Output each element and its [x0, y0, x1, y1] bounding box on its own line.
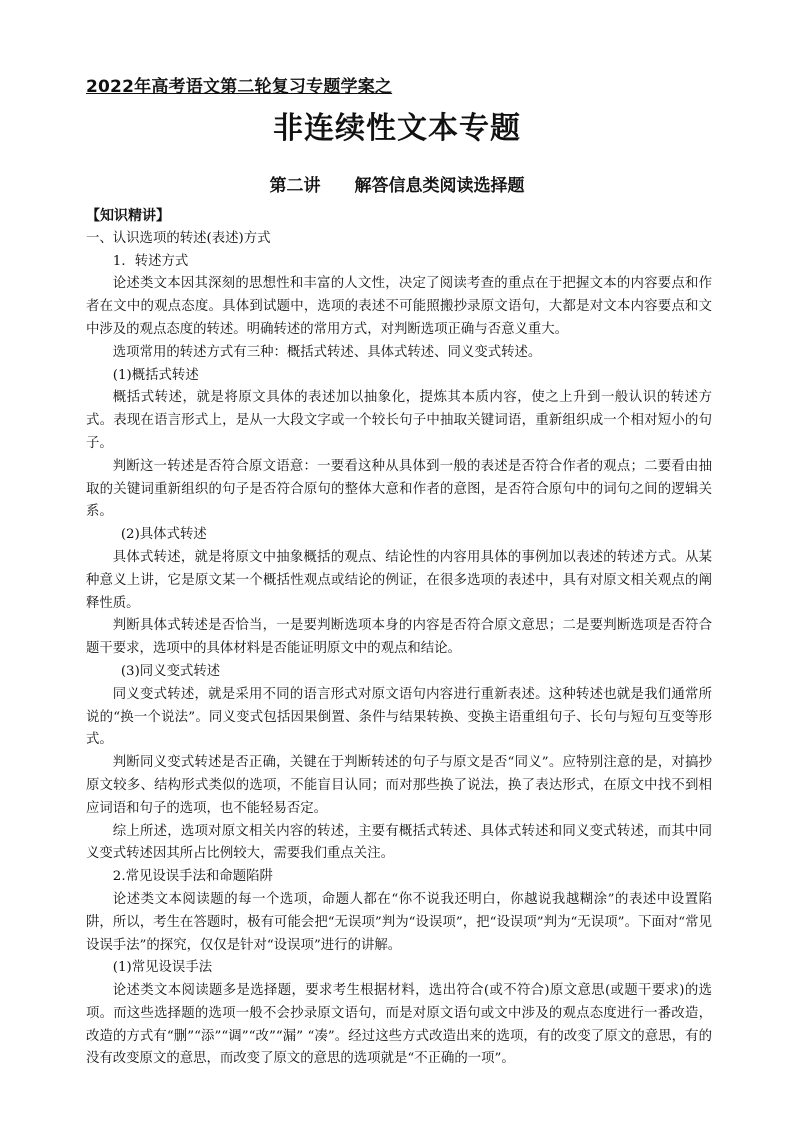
document-header: 2022年高考语文第二轮复习专题学案之: [86, 77, 393, 97]
paragraph: 同义变式转述，就是采用不同的语言形式对原文语句内容进行重新表述。这种转述也就是我们通常所说的“换一个说法”。同义变式包括因果倒置、条件与结果转换、变换主语重组句子、长句与短句互变等形式。: [86, 686, 712, 748]
paragraph: 综上所述，选项对原文相关内容的转述，主要有概括式转述、具体式转述和同义变式转述，而其中同义变式转述因其所占比例较大，需要我们重点关注。: [86, 823, 712, 862]
subsection-heading: 2.常见设误手法和命题陷阱: [112, 869, 273, 885]
subsection-heading: (3)同义变式转述: [120, 663, 221, 679]
paragraph: 选项常用的转述方式有三种：概括式转述、具体式转述、同义变式转述。: [112, 344, 542, 360]
page-title: 非连续性文本专题: [273, 111, 521, 146]
paragraph: 论述类文本因其深刻的思想性和丰富的人文性，决定了阅读考查的重点在于把握文本的内容要点和作者在文中的观点态度。具体到试题中，选项的表述不可能照搬抄录原文语句，大都是对文本内容要点和文中涉及的观点态度的转述。明确转述的常用方式，对判断选项正确与否意义重大。: [86, 276, 712, 337]
section-heading: 一、认识选项的转述(表述)方式: [86, 230, 271, 246]
subsection-heading: (1)常见设误手法: [112, 960, 213, 976]
subsection-heading: (2)具体式转述: [120, 527, 207, 543]
paragraph: 概括式转述，就是将原文具体的表述加以抽象化，提炼其本质内容，使之上升到一般认识的转述方式。表现在语言形式上，是从一大段文字或一个较长句子中抽取关键词语，重新组织成一个相对短小的句子。: [86, 390, 712, 451]
paragraph: 判断这一转述是否符合原文语意：一要看这种从具体到一般的表述是否符合作者的观点；二要看由抽取的关键词重新组织的句子是否符合原句的整体大意和作者的意图，是否符合原句中的词句之间的逻辑关系。: [86, 458, 712, 520]
lecture-subtitle: [0, 171, 794, 196]
paragraph: 论述类文本阅读题的每一个选项，命题人都在“你不说我还明白，你越说我越糊涂”的表述中设置陷阱，所以，考生在答题时，极有可能会把“无误项”判为“设误项”，把“设误项”判为“无误项”。下面对“常见设误手法”的探究，仅仅是针对“设误项”进行的讲解。: [86, 891, 712, 953]
subsection-heading: 1．转述方式: [112, 253, 189, 269]
section-label: 【知识精讲】: [86, 208, 170, 224]
paragraph: 判断同义变式转述是否正确，关键在于判断转述的句子与原文是否“同义”。应特别注意的是，对搞抄原文较多、结构形式类似的选项，不能盲目认同；而对那些换了说法，换了表达形式，在原文中找不到相应词语和句子的选项，也不能轻易否定。: [86, 755, 712, 816]
paragraph: 论述类文本阅读题多是选择题，要求考生根据材料，选出符合(或不符合)原文意思(或题干要求)的选项。而这些选择题的选项一般不会抄录原文语句，而是对原文语句或文中涉及的观点态度进行一番改造，改造的方式有“删”“添”“调”“改”“漏” “凑”。经过这些方式改造出来的选项，有的改变了原文的意思，有的没有改变原文的意思，而改变了原文的意思的选项就是“不正确的一项”。: [86, 983, 712, 1067]
document-body: [86, 205, 712, 1071]
lecture-number: 第二讲: [269, 176, 321, 196]
paragraph: 判断具体式转述是否恰当，一是要判断选项本身的内容是否符合原文意思；二是要判断选项是否符合题干要求，选项中的具体材料是否能证明原文中的观点和结论。: [86, 618, 712, 657]
lecture-topic: 解答信息类阅读选择题: [354, 176, 525, 196]
subsection-heading: (1)概括式转述: [112, 367, 199, 383]
paragraph: 具体式转述，就是将原文中抽象概括的观点、结论性的内容用具体的事例加以表述的转述方式。从某种意义上讲，它是原文某一个概括性观点或结论的例证，在很多选项的表述中，具有对原文相关观点的阐释性质。: [86, 549, 712, 611]
